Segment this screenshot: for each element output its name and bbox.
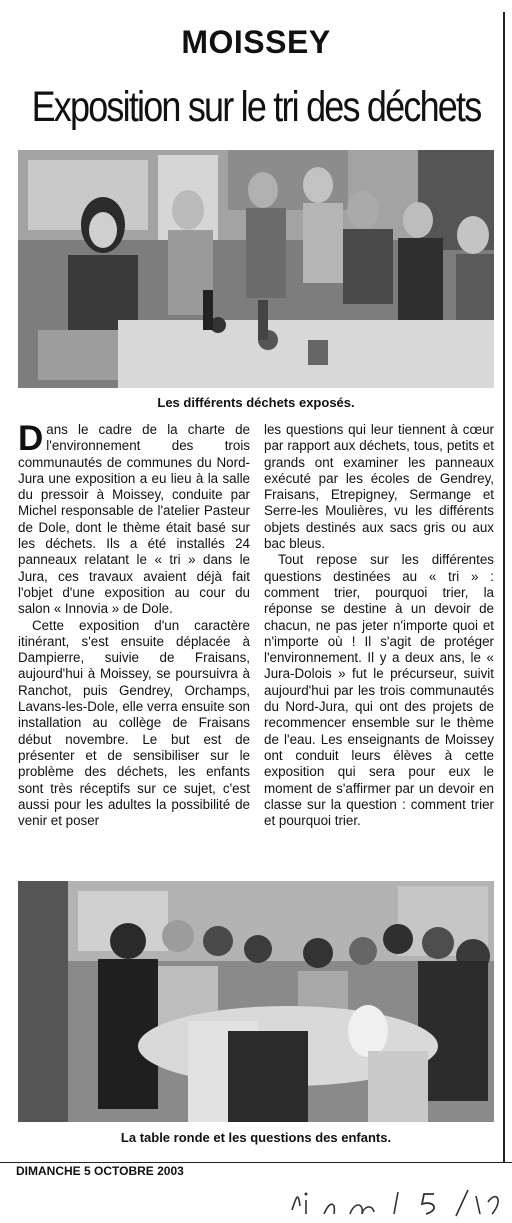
paragraph-text: ans le cadre de la charte de l'environnement des trois communautés de communes du Nord-Jura une exposition a eu lieu à la salle du pressoir à Moissey, conduite par Michel responsable de l'atelier Pasteur de Dole, dont le thème était basé sur les déchets. Ils a été installés 24 panneaux relatant le « tri » dans le Jura, ces travaux avaient déjà fait l'objet d'une exposition au cour du salon « Innovia » de Dole. — [18, 422, 250, 617]
article-paragraph: Cette exposition d'un caractère itinérant, s'est ensuite déplacée à Dampierre, suivie de Fraisans, aujourd'hui à Moissey, se poursuivra à Ranchot, puis Gendrey, Orchamps, Lavans-les-Dole, elle verra ensuite son installation au collège de Fraisans début novembre. Le but est de présenter et de sensibiliser sur le problème des déchets, les enfants sont très réceptifs sur ce sujet, c'est aussi pour les adultes la possibilité de venir et poser — [18, 617, 250, 829]
photo-round-table — [18, 881, 494, 1122]
headline: Exposition sur le tri des déchets — [31, 82, 481, 131]
handwritten-note — [284, 1180, 504, 1218]
handwritten-note-drawing — [284, 1180, 504, 1218]
photo-round-table-drawing — [18, 881, 494, 1122]
article-paragraph: les questions qui leur tiennent à cœur par rapport aux déchets, tous, petits et grands ont examiner les panneaux exécuté par les écoles de Gendrey, Fraisans, Etrepigney, Sermange et Serre-les Moulières, vu les différents objets destinés aux sacs gris ou aux bac bleus. — [264, 422, 494, 552]
column-rule — [503, 12, 505, 1162]
article-column-left — [18, 419, 250, 829]
publication-date: DIMANCHE 5 OCTOBRE 2003 — [16, 1164, 184, 1178]
article-paragraph — [18, 419, 250, 618]
photo-caption: Les différents déchets exposés. — [157, 395, 355, 410]
footer-rule — [0, 1162, 512, 1163]
article-column-right — [264, 422, 494, 829]
photo-caption: La table ronde et les questions des enfants. — [120, 1130, 392, 1145]
section-kicker: MOISSEY — [181, 24, 331, 60]
photo-waste-exhibit-drawing — [18, 150, 494, 388]
drop-cap: D — [18, 419, 44, 458]
photo-waste-exhibit — [18, 150, 494, 388]
article-paragraph: Tout repose sur les différentes questions destinées au « tri » : comment trier, pourquoi trier, la réponse se destine à un devoir de chacun, ne pas jeter n'importe quoi et n'importe où ! Il s'agit de protéger l'environnement. Il y a deux ans, le « Jura-Dolois » fut le précurseur, suivit aujourd'hui par les trois communautés du Nord-Jura, qui ont des projets de recommencer ensemble sur le thème de l'eau. Les enseignants de Moissey ont conduit leurs élèves à cette exposition qui sera pour eux le moment de s'affirmer par un devoir en classe sur la question : comment trier et pourquoi trier. — [264, 552, 494, 829]
